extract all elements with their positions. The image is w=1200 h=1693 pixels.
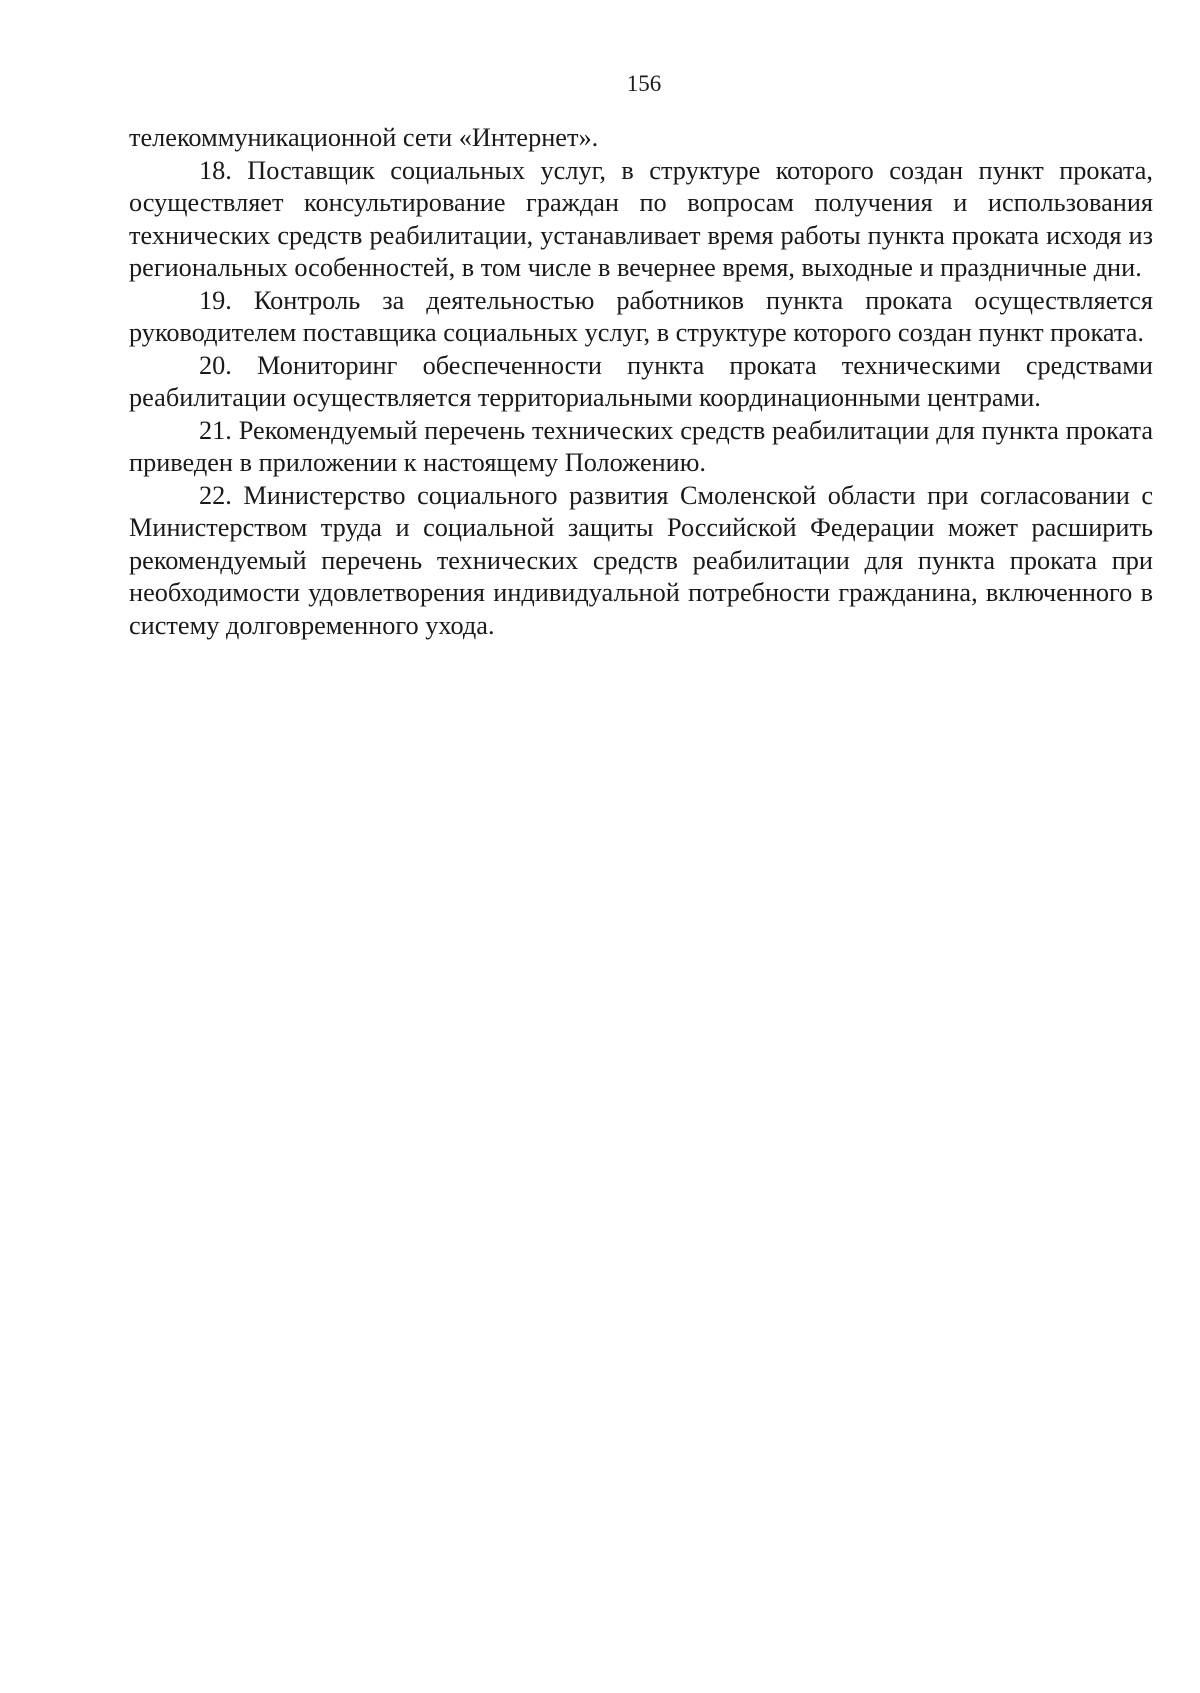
paragraph-continuation: телекоммуникационной сети «Интернет». xyxy=(129,123,599,152)
body-text xyxy=(129,122,1153,642)
paragraph-item-19: 19. Контроль за деятельностью работников пункта проката осуществляется руководителем поставщика социальных услуг, в структуре которого создан пункт проката. xyxy=(129,285,1153,347)
page-number: 156 xyxy=(626,71,662,96)
paragraph-item-20: 20. Мониторинг обеспеченности пункта проката техническими средствами реабилитации осуществляется территориальными координационными центрами. xyxy=(129,350,1153,412)
paragraph-item-22: 22. Министерство социального развития Смоленской области при согласовании с Министерством труда и социальной защиты Российской Федерации может расширить рекомендуемый перечень технических средств реабилитации для пункта проката при необходимости удовлетворения индивидуальной потребности гражданина, включенного в систему долговременного ухода. xyxy=(129,480,1153,640)
paragraph-item-21: 21. Рекомендуемый перечень технических средств реабилитации для пункта проката приведен в приложении к настоящему Положению. xyxy=(129,415,1153,477)
paragraph-item-18: 18. Поставщик социальных услуг, в структуре которого создан пункт проката, осуществляет консультирование граждан по вопросам получения и использования технических средств реабилитации, устанавливает время работы пункта проката исходя из региональных особенностей, в том числе в вечернее время, выходные и праздничные дни. xyxy=(129,155,1153,282)
